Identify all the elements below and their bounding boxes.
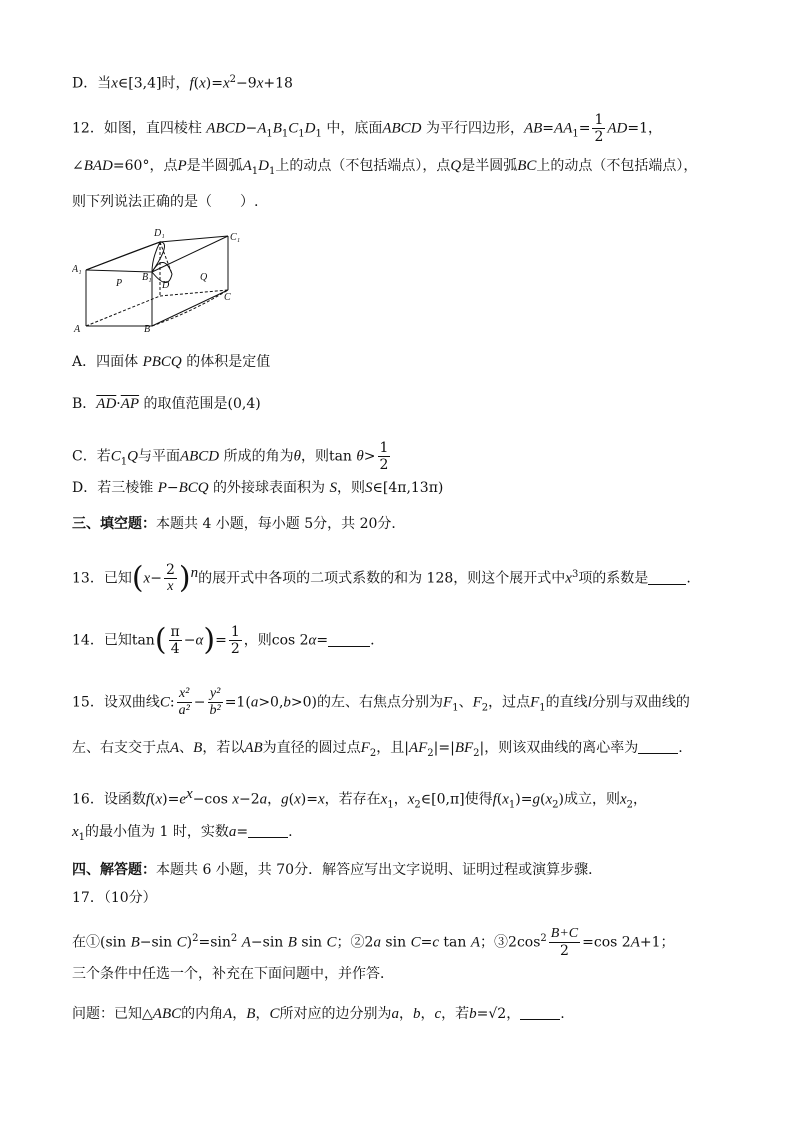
answer-blank-17[interactable] xyxy=(520,1005,560,1020)
label-b1: B₁ xyxy=(142,272,152,283)
label-a1: A₁ xyxy=(72,264,82,275)
question-17-instruction: 三个条件中任选一个，补充在下面问题中，并作答． xyxy=(72,966,394,982)
label-d: D xyxy=(162,280,170,291)
q12-option-b: B．$\overline{AD}\cdot\overline{AP}$ 的取值范围是(0,4) xyxy=(72,396,261,412)
question-15-line1: 15．设双曲线C: $\frac{\text{x²}}{\text{a²}}$ − $\frac{\text{y²}}{\text{b²}}$ =1(a>0,b>0)的左、右焦点分别为$F_1$、$F_2$，过点$F_1$的直线l分别与双曲线的 xyxy=(72,686,690,718)
label-c: C xyxy=(224,292,231,303)
question-17-conditions: 在①(sin B−sin $C)^2=\sin^2$ A−sin B sin C；②2a sin C=c tan A；$③2\cos^2$ $\frac{B+C}{2}$ =cos 2A+1； xyxy=(72,926,675,959)
q12-option-d: D．若三棱锥 P−BCQ 的外接球表面积为 S，则S∈[4π,13π) xyxy=(72,480,444,496)
prism-figure xyxy=(72,222,252,334)
q12-option-c: C．若$C_1Q$与平面ABCD 所成的角为θ，则tan θ> $\frac{1}{2}$ xyxy=(72,440,389,473)
question-14: 14．已知tan( $\frac{\pi}{4}$ −α)= $\frac{1}{2}$ ，则cos 2α= . xyxy=(72,622,375,658)
answer-blank-15[interactable] xyxy=(638,739,678,754)
label-c1: C₁ xyxy=(230,232,241,243)
answer-blank-13[interactable] xyxy=(648,570,686,585)
label-q: Q xyxy=(200,272,208,283)
section-3-heading: 三、填空题：本题共 4 小题，每小题 5分，共 20分． xyxy=(72,516,406,532)
q11-option-d: D．当x∈[3,4]时，$f(x)=x^2-9x+18$ xyxy=(72,74,293,92)
question-13: 13．已知(x− $\frac{2}{x}$ )$^n$的展开式中各项的二项式系数的和为 128，则这个展开式中$x^3$项的系数是 . xyxy=(72,560,691,596)
q12-stem-line2: ∠BAD=60°，点P是半圆弧$A_1D_1$上的动点（不包括端点），点Q是半圆弧BC上的动点（不包括端点）， xyxy=(72,158,698,177)
section-4-heading: 四、解答题：本题共 6 小题，共 70分．解答应写出文字说明、证明过程或演算步骤． xyxy=(72,862,603,878)
q12-option-a: A．四面体 PBCQ 的体积是定值 xyxy=(72,354,271,370)
question-17-problem: 问题：已知△ABC的内角A，B，C所对应的边分别为a，b，c，若b=√2， . xyxy=(72,1006,565,1022)
label-b: B xyxy=(144,324,151,334)
question-16-line2: $x_1$的最小值为 1 时，实数a= . xyxy=(72,824,293,843)
question-16-line1: 16．设函数$f(x)=e^x-\cos$ x−2a，g(x)=x，若存在$x_1$，$x_2\in[0,\pi]$使得$f(x_1)=g(x_2)$成立，则$x_2$， xyxy=(72,786,648,811)
label-a: A xyxy=(74,324,81,334)
question-15-line2: 左、右支交于点A、B，若以AB为直径的圆过点$F_2$，且$|AF_2|=|BF_2|$，则该双曲线的离心率为 . xyxy=(72,740,683,759)
q12-stem-line3: 则下列说法正确的是（ ）. xyxy=(72,194,259,210)
label-p: P xyxy=(116,278,123,289)
label-d1: D₁ xyxy=(154,228,165,239)
answer-blank-16[interactable] xyxy=(248,823,288,838)
question-17-header: 17．（10分） xyxy=(72,890,157,906)
q12-stem-line1: 12．如图，直四棱柱 $ABCD-A_1B_1C_1D_1$ 中，底面ABCD 为平行四边形，$AB=AA_1=$ $\frac{1}{2}$ AD=1， xyxy=(72,112,663,145)
answer-blank-14[interactable] xyxy=(328,632,370,647)
